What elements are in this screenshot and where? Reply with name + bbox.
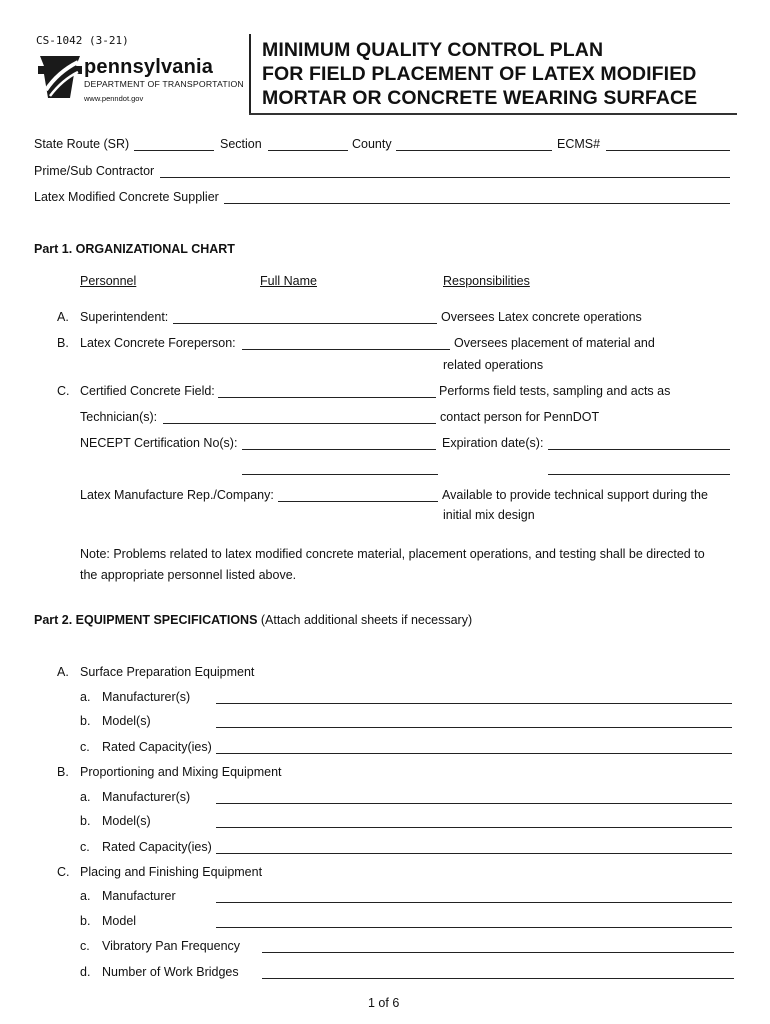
supplier-label: Latex Modified Concrete Supplier bbox=[34, 190, 219, 204]
equip-a-letter: A. bbox=[57, 665, 69, 679]
supplier-field[interactable] bbox=[224, 203, 730, 204]
necept-field-1[interactable] bbox=[242, 449, 436, 450]
foreperson-field[interactable] bbox=[242, 349, 450, 350]
county-field[interactable] bbox=[396, 150, 552, 151]
mixing-capacity-field[interactable] bbox=[216, 853, 732, 854]
col-full-name: Full Name bbox=[260, 274, 317, 288]
field-tech-resp-1: Performs field tests, sampling and acts as bbox=[439, 384, 671, 398]
state-route-label: State Route (SR) bbox=[34, 137, 130, 151]
superintendent-field[interactable] bbox=[173, 323, 437, 324]
field-tech-resp-2: contact person for PennDOT bbox=[440, 410, 600, 424]
section-field[interactable] bbox=[268, 150, 348, 151]
state-route-field[interactable] bbox=[134, 150, 214, 151]
prime-sub-label: Prime/Sub Contractor bbox=[34, 164, 155, 178]
website-url: www.penndot.gov bbox=[84, 94, 144, 103]
brand-name: pennsylvania bbox=[84, 56, 214, 78]
foreperson-label: Latex Concrete Foreperson: bbox=[80, 336, 236, 350]
latex-rep-resp-1: Available to provide technical support during the bbox=[442, 488, 708, 502]
item-c-letter: C. bbox=[57, 384, 70, 398]
department-name: DEPARTMENT OF TRANSPORTATION bbox=[84, 79, 244, 89]
col-personnel: Personnel bbox=[80, 274, 137, 288]
expiration-field-1[interactable] bbox=[548, 449, 730, 450]
note-line-1: Note: Problems related to latex modified concrete material, placement operations, and testing shall be directed to bbox=[80, 547, 705, 561]
page-number: 1 of 6 bbox=[368, 996, 400, 1010]
part2-heading-note: (Attach additional sheets if necessary) bbox=[257, 613, 473, 627]
part2-heading-row bbox=[34, 613, 472, 627]
field-tech-label-2: Technician(s): bbox=[80, 410, 158, 424]
penndot-logo bbox=[38, 52, 244, 108]
mixing-manufacturers-field[interactable] bbox=[216, 803, 732, 804]
latex-rep-resp-2: initial mix design bbox=[443, 508, 535, 522]
surface-sub-a: a. bbox=[80, 690, 91, 704]
expiration-label: Expiration date(s): bbox=[442, 436, 544, 450]
title-line-2: FOR FIELD PLACEMENT OF LATEX MODIFIED bbox=[262, 63, 697, 85]
placing-sub-c: c. bbox=[80, 939, 90, 953]
surface-manufacturers-label: Manufacturer(s) bbox=[102, 690, 191, 704]
ecms-field[interactable] bbox=[606, 150, 730, 151]
superintendent-label: Superintendent: bbox=[80, 310, 169, 324]
part2-heading: Part 2. EQUIPMENT SPECIFICATIONS bbox=[34, 613, 258, 627]
surface-prep-title: Surface Preparation Equipment bbox=[80, 665, 255, 679]
header-underline bbox=[249, 113, 737, 115]
header-divider bbox=[249, 34, 251, 114]
foreperson-resp-2: related operations bbox=[443, 358, 544, 372]
ecms-label: ECMS# bbox=[557, 137, 601, 151]
part1-heading: Part 1. ORGANIZATIONAL CHART bbox=[34, 242, 235, 256]
latex-rep-label: Latex Manufacture Rep./Company: bbox=[80, 488, 274, 502]
surface-manufacturers-field[interactable] bbox=[216, 703, 732, 704]
mixing-sub-c: c. bbox=[80, 840, 90, 854]
prime-sub-field[interactable] bbox=[160, 177, 730, 178]
mixing-sub-a: a. bbox=[80, 790, 91, 804]
field-tech-field-1[interactable] bbox=[218, 397, 436, 398]
note-line-2: the appropriate personnel listed above. bbox=[80, 568, 297, 582]
equip-c-letter: C. bbox=[57, 865, 70, 879]
mixing-manufacturers-label: Manufacturer(s) bbox=[102, 790, 191, 804]
placing-manufacturer-label: Manufacturer bbox=[102, 889, 176, 903]
placing-sub-b: b. bbox=[80, 914, 91, 928]
title-line-1: MINIMUM QUALITY CONTROL PLAN bbox=[262, 39, 604, 61]
col-responsibilities: Responsibilities bbox=[443, 274, 530, 288]
mixing-sub-b: b. bbox=[80, 814, 91, 828]
surface-models-field[interactable] bbox=[216, 727, 732, 728]
field-tech-label-1: Certified Concrete Field: bbox=[80, 384, 215, 398]
vibratory-field[interactable] bbox=[262, 952, 734, 953]
placing-sub-d: d. bbox=[80, 965, 91, 979]
form-id: CS-1042 (3-21) bbox=[36, 34, 129, 47]
county-label: County bbox=[352, 137, 392, 151]
mixing-capacity-label: Rated Capacity(ies) bbox=[102, 840, 212, 854]
work-bridges-field[interactable] bbox=[262, 978, 734, 979]
necept-field-2[interactable] bbox=[242, 474, 438, 475]
surface-sub-c: c. bbox=[80, 740, 90, 754]
placing-manufacturer-field[interactable] bbox=[216, 902, 732, 903]
placing-model-label: Model bbox=[102, 914, 137, 928]
mixing-models-label: Model(s) bbox=[102, 814, 151, 828]
necept-label: NECEPT Certification No(s): bbox=[80, 436, 238, 450]
title-line-3: MORTAR OR CONCRETE WEARING SURFACE bbox=[262, 87, 698, 109]
vibratory-label: Vibratory Pan Frequency bbox=[102, 939, 241, 953]
superintendent-resp: Oversees Latex concrete operations bbox=[441, 310, 642, 324]
surface-capacity-field[interactable] bbox=[216, 753, 732, 754]
equip-b-letter: B. bbox=[57, 765, 69, 779]
placing-sub-a: a. bbox=[80, 889, 91, 903]
expiration-field-2[interactable] bbox=[548, 474, 730, 475]
keystone-logo-icon bbox=[38, 52, 82, 100]
foreperson-resp-1: Oversees placement of material and bbox=[454, 336, 655, 350]
placing-title: Placing and Finishing Equipment bbox=[80, 865, 263, 879]
mixing-models-field[interactable] bbox=[216, 827, 732, 828]
placing-model-field[interactable] bbox=[216, 927, 732, 928]
latex-rep-field[interactable] bbox=[278, 501, 438, 502]
work-bridges-label: Number of Work Bridges bbox=[102, 965, 239, 979]
surface-sub-b: b. bbox=[80, 714, 91, 728]
field-tech-field-2[interactable] bbox=[163, 423, 436, 424]
surface-capacity-label: Rated Capacity(ies) bbox=[102, 740, 212, 754]
mixing-title: Proportioning and Mixing Equipment bbox=[80, 765, 282, 779]
item-b-letter: B. bbox=[57, 336, 69, 350]
section-label: Section bbox=[220, 137, 262, 151]
item-a-letter: A. bbox=[57, 310, 69, 324]
surface-models-label: Model(s) bbox=[102, 714, 151, 728]
